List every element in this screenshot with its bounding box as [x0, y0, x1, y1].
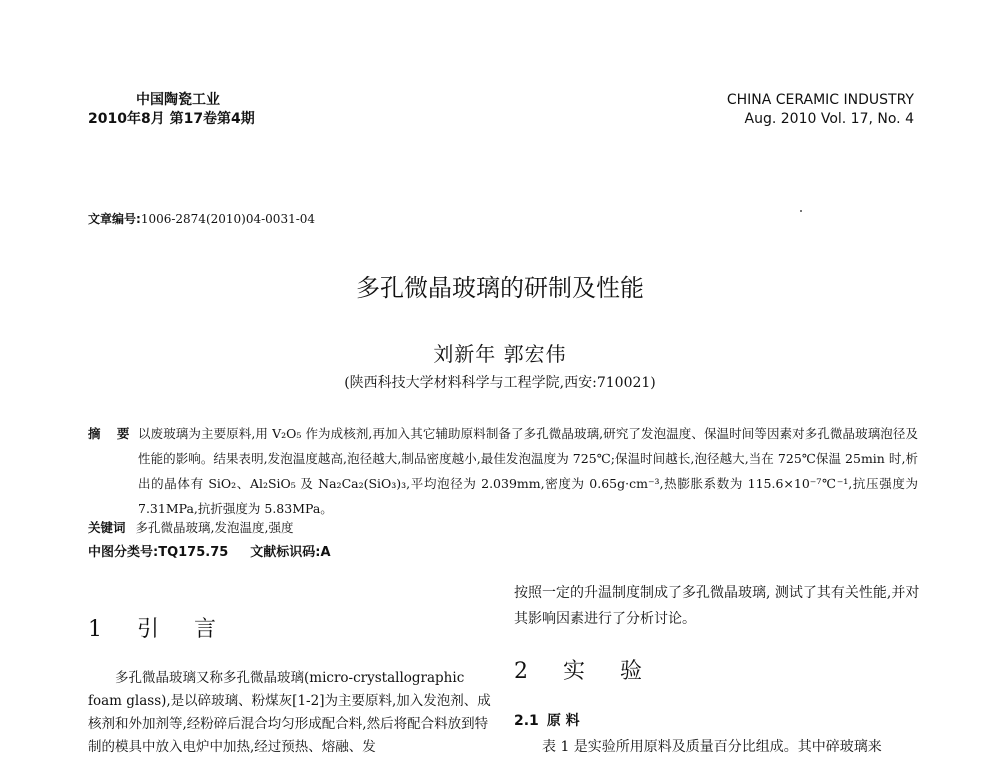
header-right — [727, 91, 914, 129]
keywords-text: 多孔微晶玻璃,发泡温度,强度 — [135, 520, 294, 535]
classification — [88, 541, 353, 560]
subsection-2-1-paragraph: 表 1 是实验所用原料及质量百分比组成。其中碎玻璃来 — [542, 739, 882, 755]
subsection-2-1-heading — [514, 710, 580, 730]
article-number — [88, 210, 315, 227]
issue-info-en: Aug. 2010 Vol. 17, No. 4 — [744, 111, 914, 127]
keywords — [88, 518, 293, 536]
article-number-value: 1006-2874(2010)04-0031-04 — [140, 212, 316, 226]
keywords-label: 关键词 — [88, 520, 126, 535]
paper-title: 多孔微晶玻璃的研制及性能 — [356, 274, 644, 302]
abstract — [88, 421, 918, 521]
authors: 刘新年 郭宏伟 — [433, 342, 567, 366]
clc-number: 中图分类号:TQ175.75 — [88, 545, 229, 560]
section-2-title: 实 验 — [563, 659, 656, 684]
document-code: 文献标识码:A — [250, 545, 331, 560]
section-2-number: 2 — [514, 659, 542, 684]
section-1-number: 1 — [88, 617, 116, 642]
intro-continued-paragraph: 按照一定的升温制度制成了多孔微晶玻璃, 测试了其有关性能,并对其影响因素进行了分析讨论。 — [514, 585, 920, 627]
subsection-2-1-title: 原 料 — [546, 713, 580, 729]
article-number-label: 文章编号: — [88, 212, 141, 226]
section-2-heading — [514, 654, 656, 685]
section-1-paragraph: 多孔微晶玻璃又称多孔微晶玻璃(micro-crystallographic foam glass),是以碎玻璃、粉煤灰[1-2]为主要原料,加入发泡剂、成核剂和外加剂等,经粉碎后混合均匀形成配合料,然后将配合料放到特制的模具中放入电炉中加热,经过预热、熔融、发 — [88, 670, 491, 755]
section-1-title: 引 言 — [137, 617, 230, 642]
abstract-text: 以废玻璃为主要原料,用 V₂O₅ 作为成核剂,再加入其它辅助原料制备了多孔微晶玻璃,研究了发泡温度、保温时间等因素对多孔微晶玻璃泡径及性能的影响。结果表明,发泡温度越高,泡径越大,制品密度越小,最佳发泡温度为 725℃;保温时间越长,泡径越大,当在 725℃保温 25min 时,析出的晶体有 SiO₂、Al₂SiO₅ 及 Na₂Ca₂(SiO₃)₃,平均泡径为 2.039mm,密度为 0.65g·cm⁻³,热膨胀系数为 115.6×10⁻⁷℃⁻¹,抗压强度为 7.31MPa,抗折强度为 5.83MPa。 — [138, 426, 918, 516]
subsection-2-1-number: 2.1 — [514, 713, 539, 729]
abstract-label: 摘 要 — [88, 426, 136, 441]
header-left — [88, 91, 255, 129]
affiliation: (陕西科技大学材料科学与工程学院,西安:710021) — [344, 375, 656, 391]
issue-info-cn: 2010年8月 第17卷第4期 — [88, 111, 255, 127]
journal-name-en: CHINA CERAMIC INDUSTRY — [726, 92, 914, 108]
scan-speck — [800, 210, 802, 212]
journal-name-cn: 中国陶瓷工业 — [136, 92, 220, 108]
section-1-heading — [88, 612, 230, 643]
